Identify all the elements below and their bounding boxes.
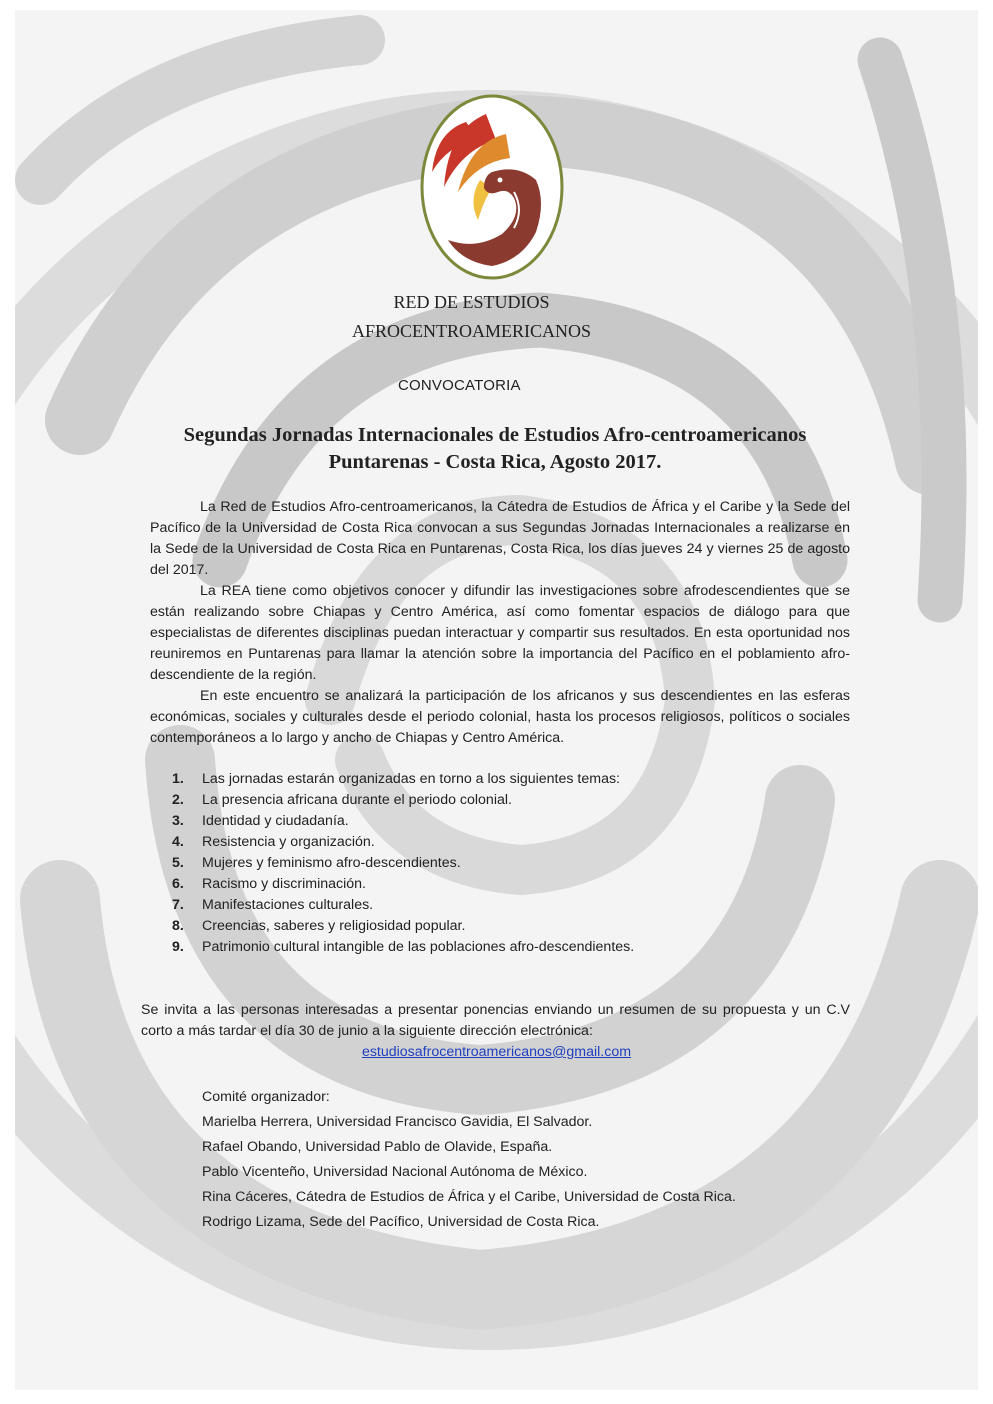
list-item-number: 4. <box>172 834 184 850</box>
list-item-text: Identidad y ciudadanía. <box>202 813 349 829</box>
list-item-number: 8. <box>172 918 184 934</box>
paragraph-objectives: La REA tiene como objetivos conocer y difundir las investigaciones sobre afrodescendientes que se están realizando sobre Chiapas y Centro América, así como fomentar espacios de diálogo para que especialistas de diferentes disciplinas puedan interactuar y compartir sus resultados. En esta oportunidad nos reuniremos en Puntarenas para llamar la atención sobre la importancia del Pacífico en el poblamiento afro-descendiente de la región. <box>150 583 850 683</box>
list-item <box>172 790 634 811</box>
paragraph-intro: La Red de Estudios Afro-centroamericanos, la Cátedra de Estudios de África y el Caribe y la Sede del Pacífico de la Universidad de Costa Rica convocan a sus Segundas Jornadas Internacionales a realizarse en la Sede de la Universidad de Costa Rica en Puntarenas, Costa Rica, los días jueves 24 y viernes 25 de agosto del 2017. <box>150 499 850 578</box>
convocatoria-heading: CONVOCATORIA <box>398 377 521 394</box>
email-link[interactable]: estudiosafrocentroamericanos@gmail.com <box>361 1044 632 1060</box>
list-item-text: Mujeres y feminismo afro-descendientes. <box>202 855 461 871</box>
committee-member: Rodrigo Lizama, Sede del Pacífico, Universidad de Costa Rica. <box>202 1214 600 1230</box>
event-title-line2: Puntarenas - Costa Rica, Agosto 2017. <box>328 451 662 473</box>
list-item <box>172 937 634 958</box>
list-item-text: Creencias, saberes y religiosidad popular. <box>202 918 466 934</box>
list-item-number: 6. <box>172 876 184 892</box>
list-item-text: Patrimonio cultural intangible de las poblaciones afro-descendientes. <box>202 939 635 955</box>
org-name-line1: RED DE ESTUDIOS <box>393 292 550 312</box>
list-item-text: Las jornadas estarán organizadas en torno a los siguientes temas: <box>202 771 620 787</box>
list-item <box>172 769 634 790</box>
list-item-number: 5. <box>172 855 184 871</box>
committee-label: Comité organizador: <box>202 1089 330 1105</box>
list-item-number: 3. <box>172 813 184 829</box>
committee-member: Rina Cáceres, Cátedra de Estudios de África y el Caribe, Universidad de Costa Rica. <box>202 1189 736 1205</box>
topics-list <box>172 769 634 958</box>
list-item <box>172 916 634 937</box>
invitation-paragraph: Se invita a las personas interesadas a presentar ponencias enviando un resumen de su propuesta y un C.V corto a más tardar el día 30 de junio a la siguiente dirección electrónica: <box>141 1002 850 1039</box>
list-item <box>172 853 634 874</box>
paragraph-analysis: En este encuentro se analizará la participación de los africanos y sus descendientes en las esferas económicas, sociales y culturales desde el periodo colonial, hasta los procesos religiosos, políticos o sociales contemporáneos a lo largo y ancho de Chiapas y Centro América. <box>150 688 850 746</box>
list-item <box>172 811 634 832</box>
list-item <box>172 895 634 916</box>
list-item-text: La presencia africana durante el periodo colonial. <box>202 792 512 808</box>
list-item <box>172 832 634 853</box>
committee-member: Rafael Obando, Universidad Pablo de Olavide, España. <box>202 1139 553 1155</box>
phoenix-logo <box>418 92 566 282</box>
organizing-committee <box>202 1085 736 1235</box>
list-item-text: Manifestaciones culturales. <box>202 897 374 913</box>
list-item-number: 2. <box>172 792 184 808</box>
list-item <box>172 874 634 895</box>
committee-member: Pablo Vicenteño, Universidad Nacional Autónoma de México. <box>202 1164 588 1180</box>
list-item-number: 7. <box>172 897 184 913</box>
committee-member: Marielba Herrera, Universidad Francisco Gavidia, El Salvador. <box>202 1114 593 1130</box>
org-name-line2: AFROCENTROAMERICANOS <box>351 321 592 341</box>
list-item-number: 9. <box>172 939 184 955</box>
list-item-text: Racismo y discriminación. <box>202 876 366 892</box>
event-title-line1: Segundas Jornadas Internacionales de Estudios Afro-centroamericanos <box>183 424 807 446</box>
list-item-text: Resistencia y organización. <box>202 834 375 850</box>
list-item-number: 1. <box>172 771 184 787</box>
